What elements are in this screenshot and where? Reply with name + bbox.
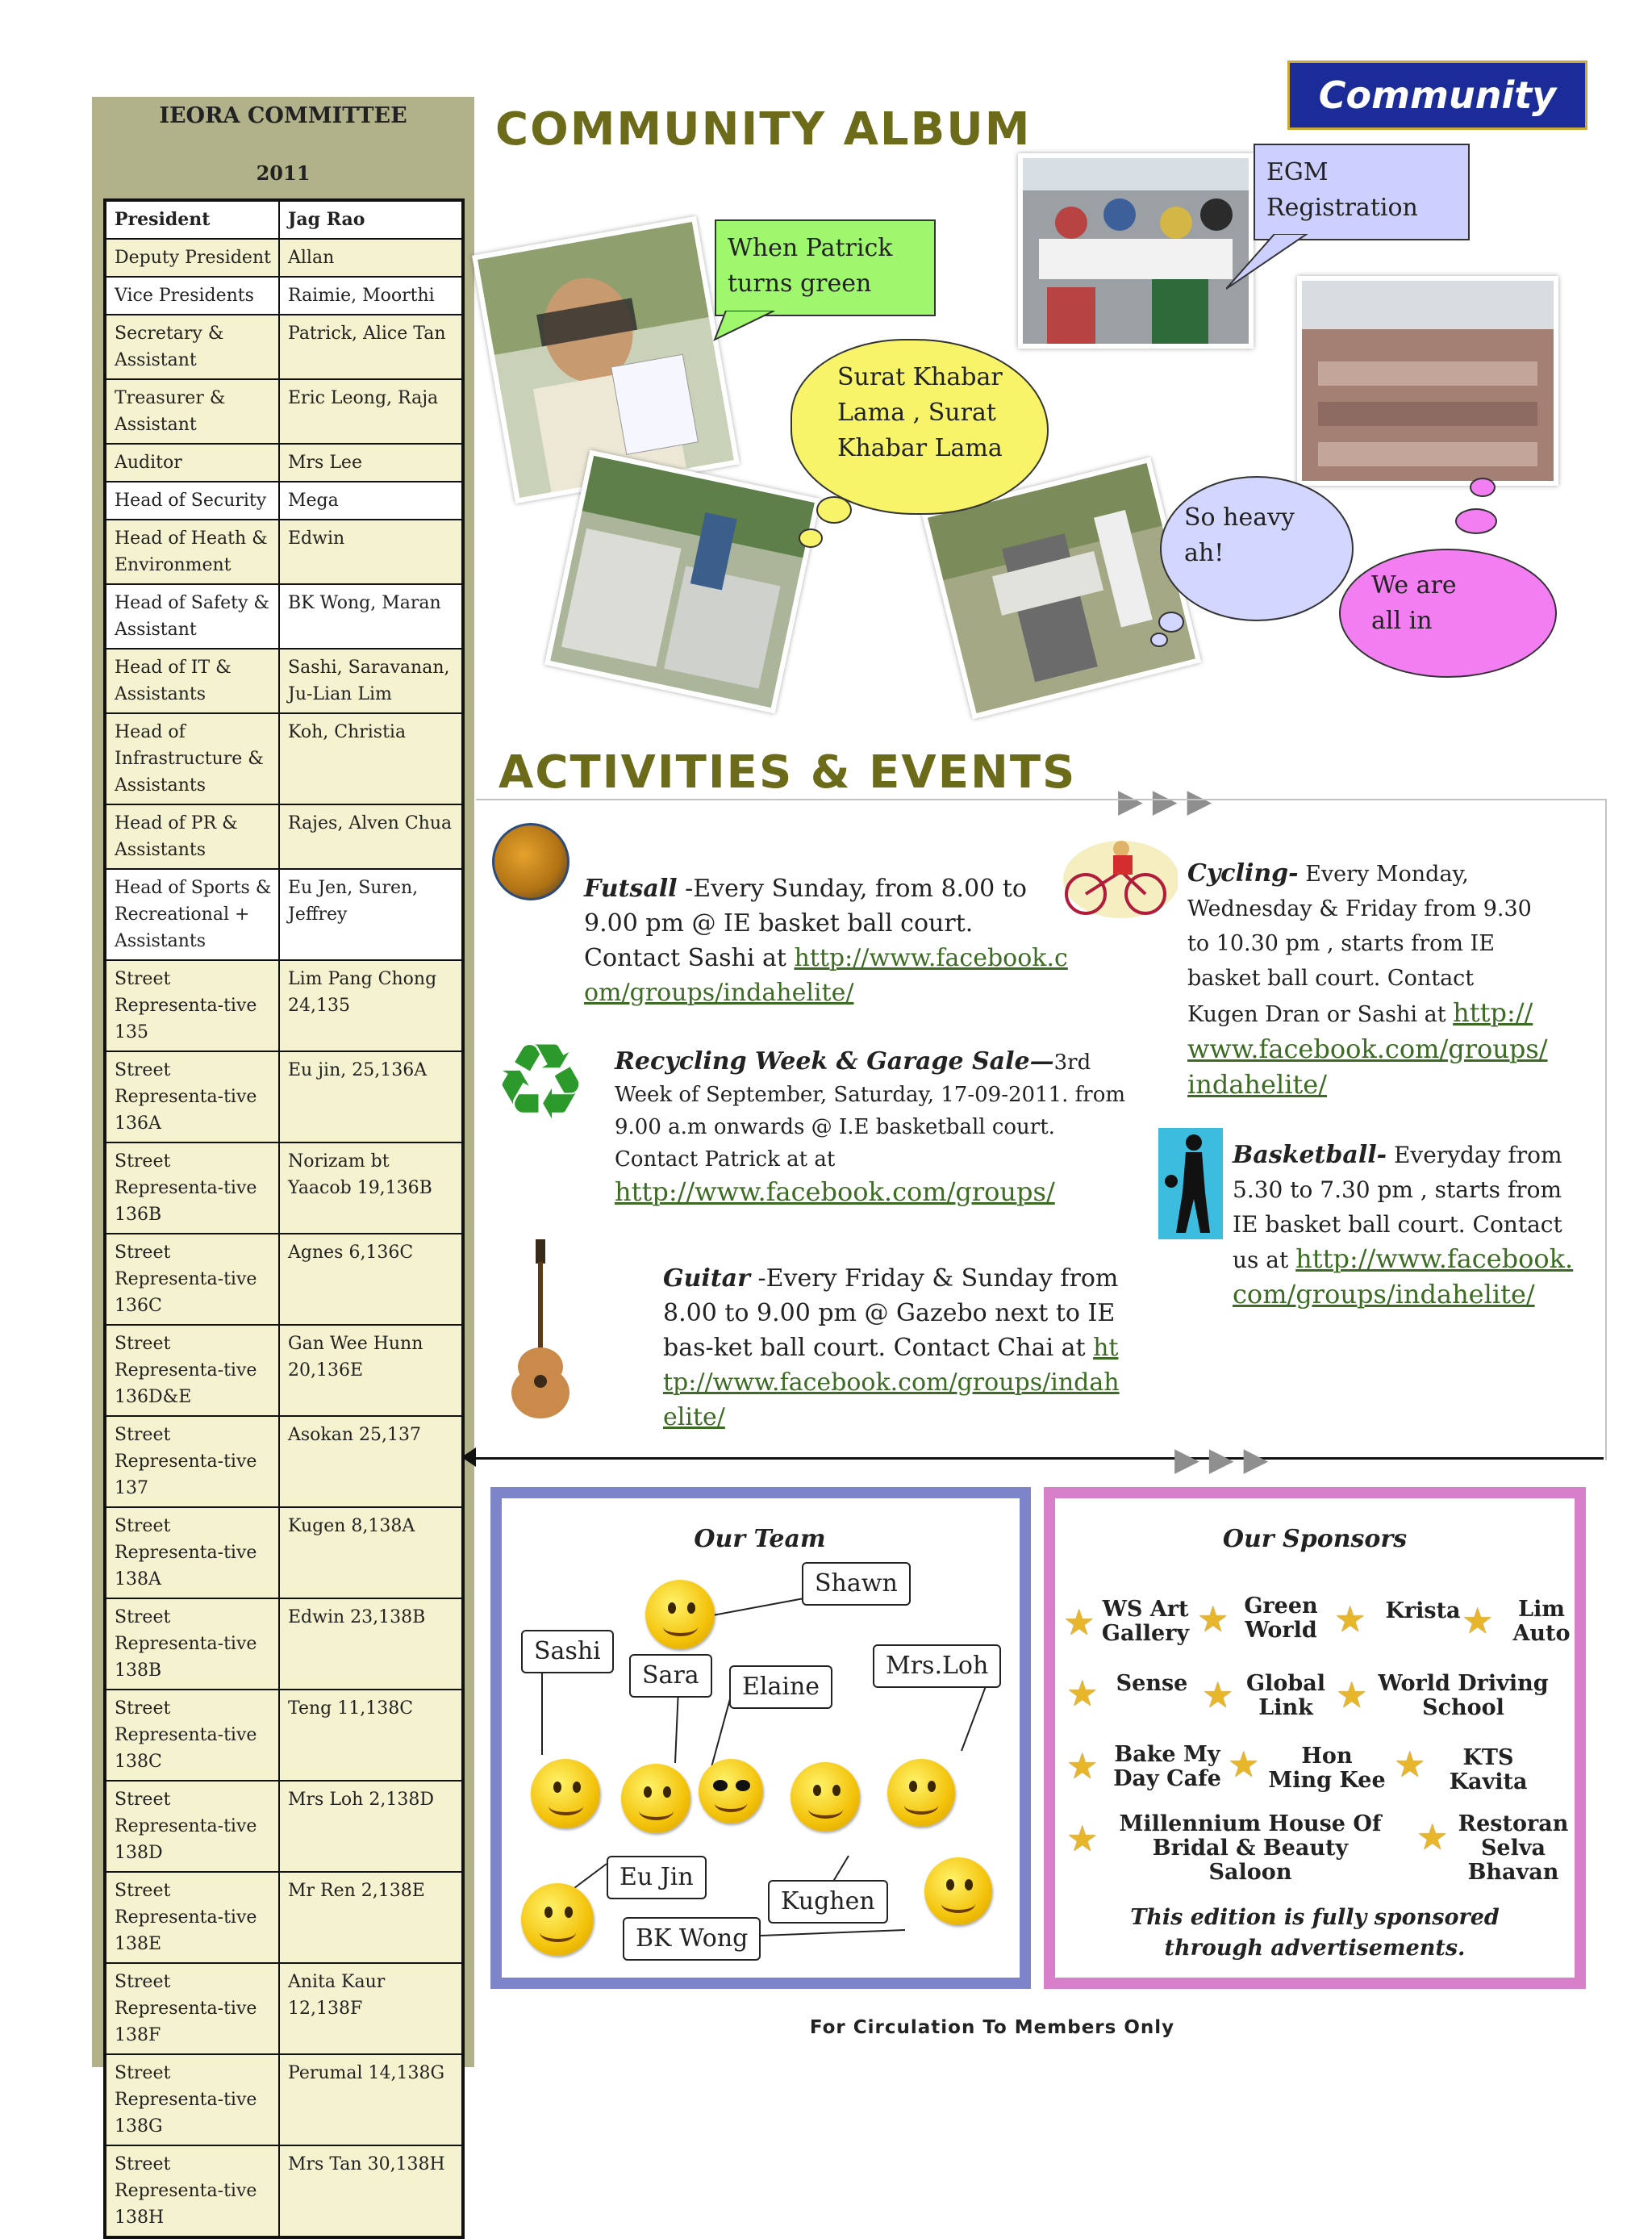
committee-member: Allan xyxy=(279,239,463,277)
star-icon: ★ xyxy=(1066,1819,1099,1860)
activities-bottom-line xyxy=(463,1457,1604,1460)
smiley-elaine-icon xyxy=(699,1759,763,1823)
smiley-eujin-icon xyxy=(521,1883,594,1956)
cloud-surat-text: Surat Khabar Lama , Surat Khabar Lama xyxy=(837,363,1003,462)
committee-role: Street Representa-tive 138C xyxy=(105,1690,279,1781)
committee-role: Street Representa-tive 138D xyxy=(105,1781,279,1872)
committee-member: Teng 11,138C xyxy=(279,1690,463,1781)
cloud-surat-bubble xyxy=(816,496,852,524)
team-label-sara: Sara xyxy=(629,1654,712,1698)
basketball-title: Basketball- xyxy=(1233,1141,1387,1169)
committee-role: Auditor xyxy=(105,444,279,482)
arrow-left-head xyxy=(461,1447,476,1467)
sponsor-sense: Sense xyxy=(1116,1671,1188,1696)
recycling-icon: ♻ xyxy=(493,1021,588,1143)
sponsor-lim-auto: Lim Auto xyxy=(1512,1597,1571,1646)
committee-row xyxy=(105,315,463,379)
committee-member: Kugen 8,138A xyxy=(279,1507,463,1598)
futsal-text xyxy=(584,871,1068,1010)
guitar-text xyxy=(663,1261,1123,1435)
futsal-title: Futsall xyxy=(584,875,678,903)
team-label-shawn: Shawn xyxy=(802,1562,911,1606)
smiley-shawn-icon xyxy=(645,1580,715,1649)
our-team-title: Our Team xyxy=(694,1525,826,1553)
committee-row xyxy=(105,200,463,239)
smiley-kughen-icon xyxy=(791,1762,860,1832)
cloud-heavy-text: So heavy ah! xyxy=(1184,503,1295,567)
committee-member: Lim Pang Chong 24,135 xyxy=(279,960,463,1051)
cloud-all-in xyxy=(1339,549,1557,678)
committee-row xyxy=(105,482,463,520)
star-icon: ★ xyxy=(1416,1817,1449,1858)
committee-role: Street Representa-tive 136D&E xyxy=(105,1325,279,1416)
committee-row xyxy=(105,869,463,960)
photo-crowd xyxy=(1297,276,1558,486)
guitar-desc: -Every Friday & Sunday from 8.00 to 9.00 pm @ Gazebo next to IE bas-ket ball court. Contact Chai at xyxy=(663,1264,1119,1362)
team-label-eujin: Eu Jin xyxy=(607,1856,707,1899)
committee-role: Treasurer & Assistant xyxy=(105,379,279,444)
committee-member: Mrs Tan 30,138H xyxy=(279,2145,463,2237)
arrows-top: ▶▶▶ xyxy=(1118,783,1222,820)
photo-egm-registration xyxy=(1018,153,1254,349)
committee-member: Eric Leong, Raja xyxy=(279,379,463,444)
committee-row xyxy=(105,1690,463,1781)
committee-member: Raimie, Moorthi xyxy=(279,277,463,315)
committee-member: Edwin xyxy=(279,520,463,584)
community-badge: Community xyxy=(1287,61,1587,130)
committee-role: Street Representa-tive 136C xyxy=(105,1234,279,1325)
sponsor-hon-ming-kee: Hon Ming Kee xyxy=(1268,1744,1386,1793)
committee-role: Street Representa-tive 136B xyxy=(105,1142,279,1234)
cloud-surat xyxy=(791,339,1049,515)
committee-row xyxy=(105,1416,463,1507)
committee-row xyxy=(105,649,463,713)
committee-row xyxy=(105,1507,463,1598)
committee-row xyxy=(105,520,463,584)
recycling-desc: 3rd Week of September, Saturday, 17-09-2011. from 9.00 a.m onwards @ I.E basketball court. Contact Patrick at at xyxy=(615,1051,1126,1172)
callout-patrick xyxy=(715,219,936,316)
futsal-link[interactable]: http://www.facebook.com/groups/indahelite/ xyxy=(584,944,1068,1007)
committee-row xyxy=(105,1872,463,1963)
sponsor-restoran-selva-bhavan: Restoran Selva Bhavan xyxy=(1458,1811,1569,1885)
recycling-link[interactable]: http://www.facebook.com/groups/ xyxy=(615,1176,1055,1207)
cycling-text xyxy=(1187,857,1550,1103)
star-icon: ★ xyxy=(1394,1744,1426,1786)
committee-role: Vice Presidents xyxy=(105,277,279,315)
sponsor-green-world: Green World xyxy=(1244,1594,1318,1643)
committee-row xyxy=(105,1598,463,1690)
committee-member: Koh, Christia xyxy=(279,713,463,804)
guitar-icon xyxy=(508,1239,573,1420)
star-icon: ★ xyxy=(1334,1599,1366,1640)
committee-row xyxy=(105,584,463,649)
committee-year: 2011 xyxy=(256,161,311,185)
committee-row xyxy=(105,2054,463,2145)
smiley-bkwong-icon xyxy=(924,1857,992,1925)
guitar-link[interactable]: http://www.facebook.com/groups/indahelite/ xyxy=(663,1334,1120,1431)
futsal-desc: -Every Sunday, from 8.00 to 9.00 pm @ IE basket ball court. Contact Sashi at xyxy=(584,875,1027,972)
sponsor-kts-kavita: KTS Kavita xyxy=(1449,1745,1528,1794)
committee-row xyxy=(105,444,463,482)
committee-role: Head of IT & Assistants xyxy=(105,649,279,713)
committee-row xyxy=(105,1781,463,1872)
callout-patrick-tail xyxy=(710,311,799,343)
committee-role: Secretary & Assistant xyxy=(105,315,279,379)
committee-member: Edwin 23,138B xyxy=(279,1598,463,1690)
committee-member: BK Wong, Maran xyxy=(279,584,463,649)
team-label-mrsloh: Mrs.Loh xyxy=(873,1644,1001,1688)
committee-row xyxy=(105,713,463,804)
sponsor-ws-art-gallery: WS Art Gallery xyxy=(1101,1597,1190,1646)
committee-member: Jag Rao xyxy=(279,200,463,239)
committee-role: Street Representa-tive 138G xyxy=(105,2054,279,2145)
committee-role: Head of Sports & Recreational + Assistants xyxy=(105,869,279,960)
committee-row xyxy=(105,239,463,277)
star-icon: ★ xyxy=(1197,1599,1229,1640)
recycling-title: Recycling Week & Garage Sale— xyxy=(615,1047,1054,1076)
committee-member: Eu jin, 25,136A xyxy=(279,1051,463,1142)
footer-note: For Circulation To Members Only xyxy=(809,2017,1175,2038)
team-label-bkwong: BK Wong xyxy=(623,1917,761,1961)
committee-role: Street Representa-tive 138H xyxy=(105,2145,279,2237)
star-icon: ★ xyxy=(1462,1601,1494,1642)
cloud-all-in-bubble-small xyxy=(1470,478,1496,497)
committee-role: Head of PR & Assistants xyxy=(105,804,279,869)
committee-member: Mr Ren 2,138E xyxy=(279,1872,463,1963)
committee-role: Street Representa-tive 138F xyxy=(105,1963,279,2054)
committee-member: Eu Jen, Suren, Jeffrey xyxy=(279,869,463,960)
committee-row xyxy=(105,1142,463,1234)
star-icon: ★ xyxy=(1228,1744,1260,1786)
sponsor-krista: Krista xyxy=(1385,1598,1461,1623)
callout-patrick-text: When Patrick turns green xyxy=(728,234,893,298)
committee-row xyxy=(105,960,463,1051)
committee-role: Head of Heath & Environment xyxy=(105,520,279,584)
cloud-heavy-bubble-small xyxy=(1150,633,1168,647)
guitar-title: Guitar xyxy=(663,1264,750,1293)
photo-newspapers xyxy=(544,450,820,714)
committee-role: Street Representa-tive 138E xyxy=(105,1872,279,1963)
basketball-desc: Everyday from 5.30 to 7.30 pm , starts from IE basket ball court. Contact us at xyxy=(1233,1142,1562,1273)
sponsor-world-driving-school: World Driving School xyxy=(1378,1671,1549,1720)
committee-role: Head of Infrastructure & Assistants xyxy=(105,713,279,804)
cloud-all-in-bubble xyxy=(1455,508,1497,534)
committee-role: Street Representa-tive 138A xyxy=(105,1507,279,1598)
cycling-title: Cycling- xyxy=(1187,859,1299,888)
sponsor-millennium: Millennium House Of Bridal & Beauty Saloon xyxy=(1119,1811,1382,1885)
cycling-desc: Every Monday, Wednesday & Friday from 9.30 to 10.30 pm , starts from IE basket ball court. Contact Kugen Dran or Sashi at xyxy=(1187,862,1532,1027)
cloud-heavy xyxy=(1160,476,1354,621)
sponsor-global-link: Global Link xyxy=(1246,1671,1325,1720)
star-icon: ★ xyxy=(1066,1673,1099,1715)
committee-row xyxy=(105,1963,463,2054)
futsal-ball-icon xyxy=(492,823,569,900)
committee-member: Mega xyxy=(279,482,463,520)
committee-row xyxy=(105,1325,463,1416)
committee-member: Mrs Loh 2,138D xyxy=(279,1781,463,1872)
committee-row xyxy=(105,277,463,315)
callout-egm xyxy=(1254,144,1470,240)
committee-role: Head of Safety & Assistant xyxy=(105,584,279,649)
committee-role: Street Representa-tive 136A xyxy=(105,1051,279,1142)
committee-member: Sashi, Saravanan, Ju-Lian Lim xyxy=(279,649,463,713)
committee-role: Deputy President xyxy=(105,239,279,277)
basketball-player-icon xyxy=(1158,1128,1223,1239)
album-title: COMMUNITY ALBUM xyxy=(495,103,1032,156)
callout-egm-text: EGM Registration xyxy=(1266,158,1418,222)
cloud-surat-bubble-small xyxy=(799,528,823,548)
committee-role: Street Representa-tive 138B xyxy=(105,1598,279,1690)
recycling-text xyxy=(615,1046,1131,1210)
smiley-sashi-icon xyxy=(531,1759,600,1828)
committee-member: Anita Kaur 12,138F xyxy=(279,1963,463,2054)
committee-member: Mrs Lee xyxy=(279,444,463,482)
smiley-mrsloh-icon xyxy=(887,1759,955,1827)
basketball-link[interactable]: http://www.facebook.com/groups/indahelite/ xyxy=(1233,1243,1574,1310)
sponsor-bake-my-day-cafe: Bake My Day Cafe xyxy=(1113,1742,1221,1791)
arrows-bottom: ▶▶▶ xyxy=(1174,1441,1279,1478)
sponsor-note: This edition is fully sponsored through advertisements. xyxy=(1130,1905,1500,1961)
committee-row xyxy=(105,2145,463,2237)
team-label-elaine: Elaine xyxy=(729,1665,832,1709)
committee-role: Head of Security xyxy=(105,482,279,520)
star-icon: ★ xyxy=(1066,1746,1099,1787)
activities-title: ACTIVITIES & EVENTS xyxy=(499,746,1077,799)
star-icon: ★ xyxy=(1202,1675,1234,1716)
smiley-sara-icon xyxy=(621,1764,690,1833)
cloud-heavy-bubble xyxy=(1158,612,1184,633)
basketball-text xyxy=(1233,1138,1587,1313)
committee-role: Street Representa-tive 135 xyxy=(105,960,279,1051)
committee-row xyxy=(105,379,463,444)
star-icon: ★ xyxy=(1336,1675,1368,1716)
committee-row xyxy=(105,1051,463,1142)
committee-row xyxy=(105,1234,463,1325)
team-label-kughen: Kughen xyxy=(768,1880,888,1924)
committee-title: IEORA COMMITTEE xyxy=(159,103,407,128)
committee-row xyxy=(105,804,463,869)
committee-member: Perumal 14,138G xyxy=(279,2054,463,2145)
star-icon: ★ xyxy=(1063,1602,1095,1644)
committee-role: Street Representa-tive 137 xyxy=(105,1416,279,1507)
team-label-sashi: Sashi xyxy=(521,1630,614,1673)
committee-member: Asokan 25,137 xyxy=(279,1416,463,1507)
committee-member: Rajes, Alven Chua xyxy=(279,804,463,869)
callout-egm-tail xyxy=(1226,234,1339,290)
committee-member: Patrick, Alice Tan xyxy=(279,315,463,379)
cycling-icon xyxy=(1057,831,1178,920)
committee-table xyxy=(103,198,465,2239)
our-sponsors-title: Our Sponsors xyxy=(1222,1525,1408,1553)
cloud-all-in-text: We are all in xyxy=(1371,571,1457,635)
committee-member: Agnes 6,136C xyxy=(279,1234,463,1325)
committee-role: President xyxy=(105,200,279,239)
committee-member: Norizam bt Yaacob 19,136B xyxy=(279,1142,463,1234)
cycling-link[interactable]: http://www.facebook.com/groups/indahelite/ xyxy=(1187,997,1548,1100)
committee-member: Gan Wee Hunn 20,136E xyxy=(279,1325,463,1416)
